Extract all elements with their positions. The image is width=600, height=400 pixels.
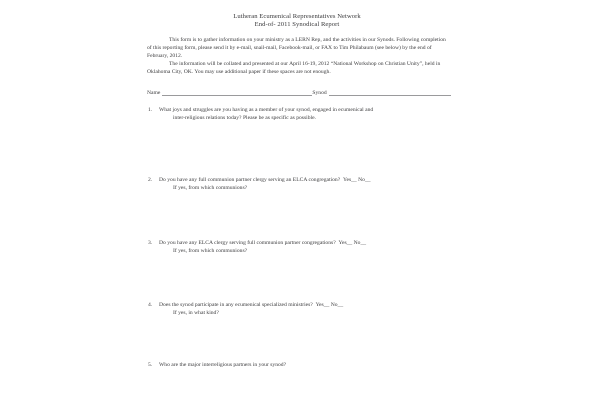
question-prompt: Does the synod participate in any ecumenical specialized ministries?	[159, 302, 313, 309]
document-body	[147, 0, 447, 400]
intro-paragraph-1: This form is to gather information on your ministry as a LERN Rep, and the activities in our Synods. Following completion of this reporting form, please send it by e-mail, snail-mail, Facebook-mail, or FAX to Tim Philabaum (see below) by the end of February, 2012.	[147, 36, 446, 59]
question-item-5	[147, 362, 447, 370]
question-item-1	[147, 107, 447, 123]
question-body	[159, 302, 447, 318]
question-body	[159, 107, 447, 123]
name-input[interactable]	[162, 90, 312, 96]
intro-paragraphs	[147, 37, 447, 77]
synod-label: Synod	[312, 89, 327, 96]
title-line-1: Lutheran Ecumenical Representatives Network	[233, 13, 361, 20]
question-item-2	[147, 177, 447, 193]
identification-row	[147, 90, 447, 96]
question-body	[159, 240, 447, 256]
question-number: 1.	[148, 106, 153, 113]
question-body	[159, 177, 447, 193]
question-prompt: Do you have any ELCA clergy serving full communion partner congregations?	[159, 240, 336, 247]
question-subtext: If yes, in what kind?	[173, 310, 219, 317]
synod-field[interactable]	[312, 90, 450, 96]
intro-paragraph-2: The information will be collated and presented at our April 16-19, 2012 “National Workshop on Christian Unity”, held in Oklahoma City, OK. You may use additional paper if these spaces are not enough.	[147, 60, 441, 75]
yes-no-blanks[interactable]: Yes__ No__	[338, 240, 367, 247]
question-subtext: inter-religious relations today? Please be as specific as possible.	[173, 114, 316, 121]
questions-list	[147, 107, 447, 370]
question-text	[159, 302, 447, 310]
question-number: 2.	[148, 177, 153, 184]
document-title	[147, 0, 447, 30]
yes-no-blanks[interactable]: Yes__ No__	[342, 177, 371, 184]
synod-input[interactable]	[329, 90, 451, 96]
yes-no-blanks[interactable]: Yes__ No__	[315, 302, 344, 309]
question-text: What joys and struggles are you having as a member of your synod, engaged in ecumenical and	[159, 106, 374, 113]
question-subtext: If yes, from which communions?	[173, 248, 248, 255]
question-prompt: Do you have any full communion partner clergy serving an ELCA congregation?	[159, 177, 341, 184]
title-line-2: End-of- 2011 Synodical Report	[254, 21, 340, 29]
question-item-3	[147, 240, 447, 256]
question-text: Who are the major interreligious partners in your synod?	[159, 362, 287, 369]
question-item-4	[147, 302, 447, 318]
question-number: 5.	[148, 362, 153, 369]
question-number: 4.	[148, 302, 153, 309]
question-number: 3.	[148, 240, 153, 247]
question-subtext: If yes, from which communions?	[173, 185, 248, 192]
name-field[interactable]	[147, 90, 312, 96]
question-body	[159, 362, 447, 370]
name-label: Name	[147, 89, 161, 96]
